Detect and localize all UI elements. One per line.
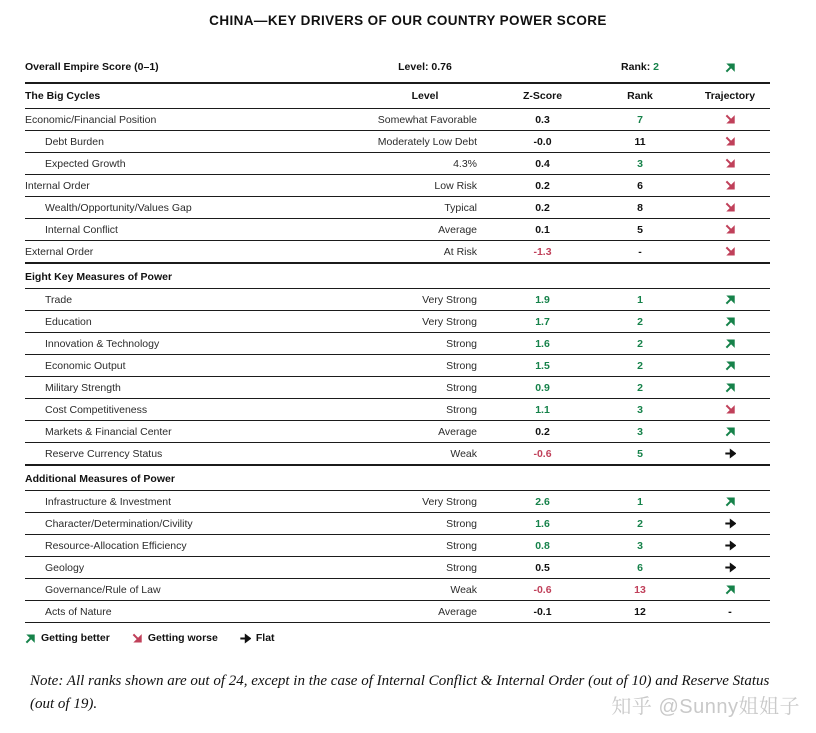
row-label: Wealth/Opportunity/Values Gap [25,197,355,219]
row-level: At Risk [355,241,495,264]
legend-item-down [132,632,218,644]
row-rank: 11 [590,131,690,153]
row-zscore: 0.8 [495,535,590,557]
row-rank: 5 [590,443,690,466]
row-trajectory [690,131,770,153]
row-label: Internal Conflict [25,219,355,241]
row-zscore: 1.9 [495,289,590,311]
arrow-down-right-icon [725,180,736,191]
row-rank: 6 [590,557,690,579]
row-rank: 3 [590,421,690,443]
legend-label: Getting worse [147,632,218,644]
row-zscore: -0.0 [495,131,590,153]
arrow-right-icon [725,518,736,529]
table-row [25,333,770,355]
table-row [25,311,770,333]
row-trajectory [690,175,770,197]
table-row [25,557,770,579]
table-row [25,241,770,264]
row-trajectory [690,311,770,333]
column-header-name: The Big Cycles [25,83,355,109]
row-rank: 2 [590,333,690,355]
overall-empire-score-trajectory [690,28,770,83]
row-zscore: 0.5 [495,557,590,579]
row-level: Low Risk [355,175,495,197]
row-trajectory [690,557,770,579]
row-level: Average [355,219,495,241]
row-zscore: 2.6 [495,491,590,513]
row-label: Cost Competitiveness [25,399,355,421]
column-header-trajectory: Trajectory [690,83,770,109]
row-label: Reserve Currency Status [25,443,355,466]
column-header-level: Level [355,83,495,109]
arrow-down-right-icon [725,202,736,213]
table-row [25,399,770,421]
row-zscore: 1.1 [495,399,590,421]
table-row [25,355,770,377]
arrow-down-right-icon [725,246,736,257]
row-trajectory [690,289,770,311]
row-zscore: 1.6 [495,513,590,535]
row-trajectory [690,355,770,377]
row-rank: 2 [590,377,690,399]
row-trajectory [690,601,770,623]
row-label: Innovation & Technology [25,333,355,355]
row-label: Geology [25,557,355,579]
arrow-right-icon [725,562,736,573]
arrow-right-icon [240,633,251,644]
row-rank: 7 [590,109,690,131]
row-label: Resource-Allocation Efficiency [25,535,355,557]
section-header-eight-key-measures [25,263,770,289]
row-rank: 3 [590,535,690,557]
row-label: External Order [25,241,355,264]
row-level: Very Strong [355,289,495,311]
arrow-up-right-icon [725,360,736,371]
overall-empire-score-rank [590,28,690,83]
row-rank: 6 [590,175,690,197]
table-row [25,377,770,399]
table-row [25,289,770,311]
arrow-down-right-icon [725,114,736,125]
legend-item-up [25,632,110,644]
arrow-up-right-icon [725,316,736,327]
row-level: Typical [355,197,495,219]
arrow-up-right-icon [725,496,736,507]
column-header-rank: Rank [590,83,690,109]
row-trajectory [690,333,770,355]
row-trajectory [690,219,770,241]
row-level: Average [355,421,495,443]
table-header-row [25,83,770,109]
row-level: Very Strong [355,311,495,333]
row-zscore: 0.4 [495,153,590,175]
row-trajectory [690,491,770,513]
row-zscore: 1.7 [495,311,590,333]
overall-empire-score-label: Overall Empire Score (0–1) [25,61,159,73]
trajectory-legend [25,632,816,644]
table-row [25,421,770,443]
arrow-up-right-icon [25,633,36,644]
row-label: Military Strength [25,377,355,399]
table-row [25,491,770,513]
row-rank: 2 [590,513,690,535]
arrow-down-right-icon [132,633,143,644]
row-zscore: 0.1 [495,219,590,241]
row-zscore: -1.3 [495,241,590,264]
column-header-zscore: Z-Score [495,83,590,109]
row-level: Strong [355,535,495,557]
row-level: Very Strong [355,491,495,513]
row-label: Acts of Nature [25,601,355,623]
legend-label: Flat [255,632,275,644]
row-label: Expected Growth [25,153,355,175]
score-table-wrapper [25,28,770,623]
arrow-down-right-icon [725,224,736,235]
arrow-right-icon [725,448,736,459]
legend-item-flat [240,632,275,644]
row-level: Weak [355,579,495,601]
row-level: Strong [355,377,495,399]
table-row [25,601,770,623]
table-row [25,109,770,131]
row-rank: 3 [590,399,690,421]
row-trajectory [690,535,770,557]
arrow-up-right-icon [725,62,736,73]
row-rank: 1 [590,491,690,513]
watermark: 知乎 @Sunny姐姐子 [611,696,800,718]
arrow-up-right-icon [725,584,736,595]
arrow-right-icon [725,540,736,551]
row-zscore: 1.5 [495,355,590,377]
row-label: Governance/Rule of Law [25,579,355,601]
row-level: Moderately Low Debt [355,131,495,153]
row-rank: 8 [590,197,690,219]
row-label: Internal Order [25,175,355,197]
row-trajectory [690,513,770,535]
row-zscore: 0.2 [495,197,590,219]
row-rank: - [590,241,690,264]
row-zscore: 0.3 [495,109,590,131]
row-level: Somewhat Favorable [355,109,495,131]
country-power-table [25,28,770,623]
row-zscore: 0.9 [495,377,590,399]
row-rank: 3 [590,153,690,175]
row-rank: 2 [590,355,690,377]
row-zscore: 1.6 [495,333,590,355]
table-row [25,443,770,466]
row-zscore: -0.6 [495,579,590,601]
row-label: Markets & Financial Center [25,421,355,443]
section-header-label: Eight Key Measures of Power [25,263,770,289]
row-rank: 2 [590,311,690,333]
row-trajectory [690,399,770,421]
arrow-up-right-icon [725,294,736,305]
row-label: Economic Output [25,355,355,377]
row-level: Strong [355,557,495,579]
row-trajectory [690,421,770,443]
row-zscore: -0.6 [495,443,590,466]
arrow-down-right-icon [725,136,736,147]
arrow-up-right-icon [725,338,736,349]
row-trajectory [690,153,770,175]
row-label: Character/Determination/Civility [25,513,355,535]
row-zscore: 0.2 [495,421,590,443]
row-level: Strong [355,333,495,355]
row-level: Strong [355,355,495,377]
row-rank: 12 [590,601,690,623]
row-trajectory [690,197,770,219]
legend-label: Getting better [41,632,110,644]
table-row [25,175,770,197]
row-trajectory [690,241,770,264]
table-row [25,153,770,175]
overall-empire-score-row [25,28,770,83]
row-rank: 5 [590,219,690,241]
row-trajectory [690,443,770,466]
table-row [25,219,770,241]
row-level: 4.3% [355,153,495,175]
arrow-down-right-icon [725,158,736,169]
row-level: Strong [355,513,495,535]
row-level: Average [355,601,495,623]
row-trajectory [690,109,770,131]
table-row [25,197,770,219]
section-header-additional-measures [25,465,770,491]
row-label: Trade [25,289,355,311]
row-rank: 13 [590,579,690,601]
row-level: Strong [355,399,495,421]
table-row [25,131,770,153]
row-zscore: -0.1 [495,601,590,623]
rank-value: 2 [653,61,659,73]
row-rank: 1 [590,289,690,311]
arrow-up-right-icon [725,426,736,437]
page-title: CHINA—KEY DRIVERS OF OUR COUNTRY POWER SCORE [209,13,607,28]
row-trajectory [690,579,770,601]
table-row [25,535,770,557]
row-level: Weak [355,443,495,466]
rank-prefix: Rank: [621,61,654,73]
row-label: Debt Burden [25,131,355,153]
row-label: Economic/Financial Position [25,109,355,131]
table-row [25,513,770,535]
row-label: Education [25,311,355,333]
dash-icon: - [728,605,732,618]
table-row [25,579,770,601]
row-trajectory [690,377,770,399]
arrow-down-right-icon [725,404,736,415]
row-label: Infrastructure & Investment [25,491,355,513]
arrow-up-right-icon [725,382,736,393]
footnote: Note: All ranks shown are out of 24, except in the case of Internal Conflict & Internal Order (out of 10) and Reserve Status (out of 19). [30,673,770,712]
overall-empire-score-level: Level: 0.76 [398,61,452,73]
row-zscore: 0.2 [495,175,590,197]
section-header-label: Additional Measures of Power [25,465,770,491]
overall-spacer [495,28,590,83]
